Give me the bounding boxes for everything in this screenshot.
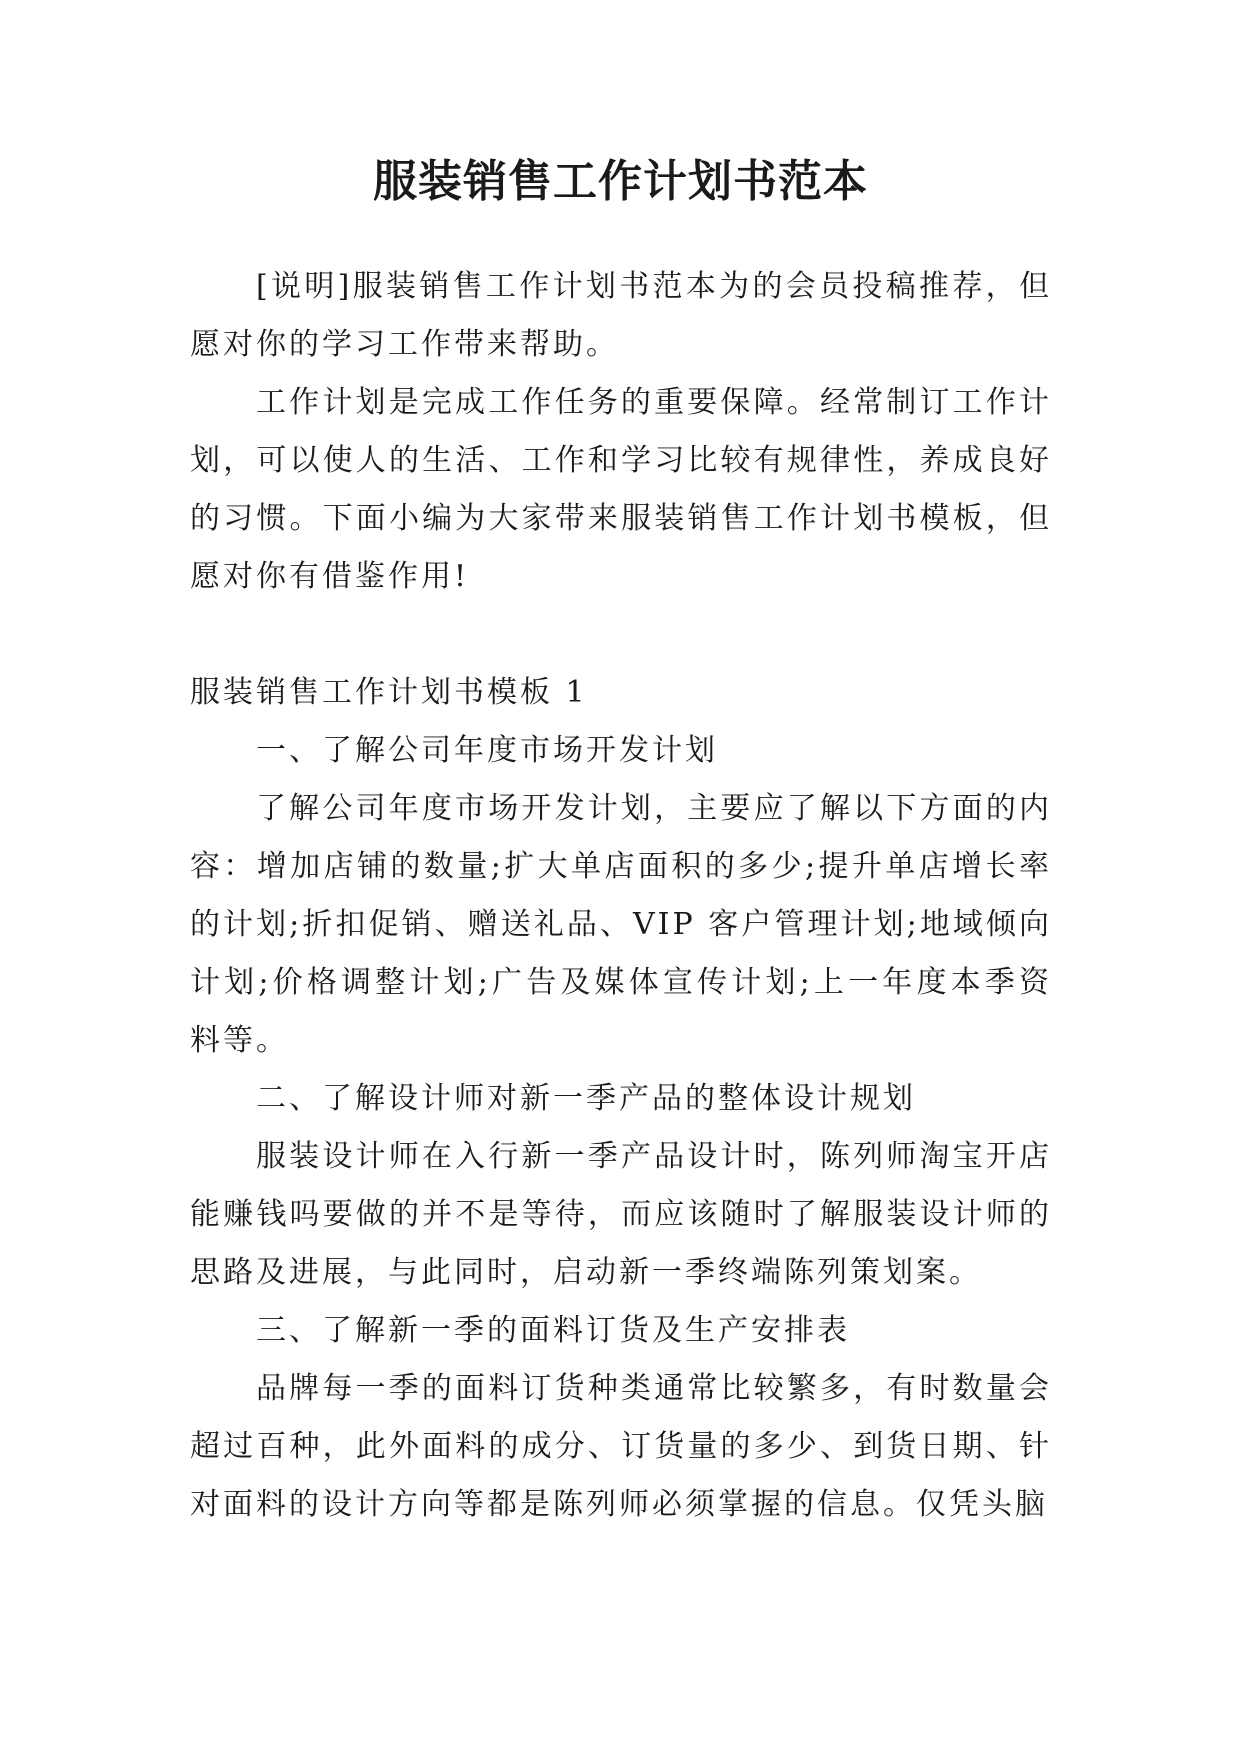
section-body-1: 了解公司年度市场开发计划，主要应了解以下方面的内容：增加店铺的数量;扩大单店面积的多少;提升单店增长率的计划;折扣促销、赠送礼品、VIP 客户管理计划;地域倾向计划;价格调整计划;广告及媒体宣传计划;上一年度本季资料等。 <box>190 791 1052 1058</box>
section-heading-3: 三、了解新一季的面料订货及生产安排表 <box>256 1313 850 1348</box>
document-title: 服装销售工作计划书范本 <box>373 156 868 207</box>
template-heading: 服装销售工作计划书模板 1 <box>190 675 588 710</box>
document-body <box>190 258 1052 1534</box>
section-body-2: 服装设计师在入行新一季产品设计时，陈列师淘宝开店能赚钱吗要做的并不是等待，而应该随时了解服装设计师的思路及进展，与此同时，启动新一季终端陈列策划案。 <box>190 1139 1052 1290</box>
intro-paragraph-1: [说明]服装销售工作计划书范本为的会员投稿推荐，但愿对你的学习工作带来帮助。 <box>190 269 1052 362</box>
section-spacer <box>190 606 1052 664</box>
intro-paragraph-2: 工作计划是完成工作任务的重要保障。经常制订工作计划，可以使人的生活、工作和学习比较有规律性，养成良好的习惯。下面小编为大家带来服装销售工作计划书模板，但愿对你有借鉴作用! <box>190 385 1052 594</box>
section-heading-2: 二、了解设计师对新一季产品的整体设计规划 <box>256 1081 916 1116</box>
section-heading-1: 一、了解公司年度市场开发计划 <box>256 733 718 768</box>
section-body-3: 品牌每一季的面料订货种类通常比较繁多，有时数量会超过百种，此外面料的成分、订货量的多少、到货日期、针对面料的设计方向等都是陈列师必须掌握的信息。仅凭头脑 <box>190 1371 1052 1522</box>
